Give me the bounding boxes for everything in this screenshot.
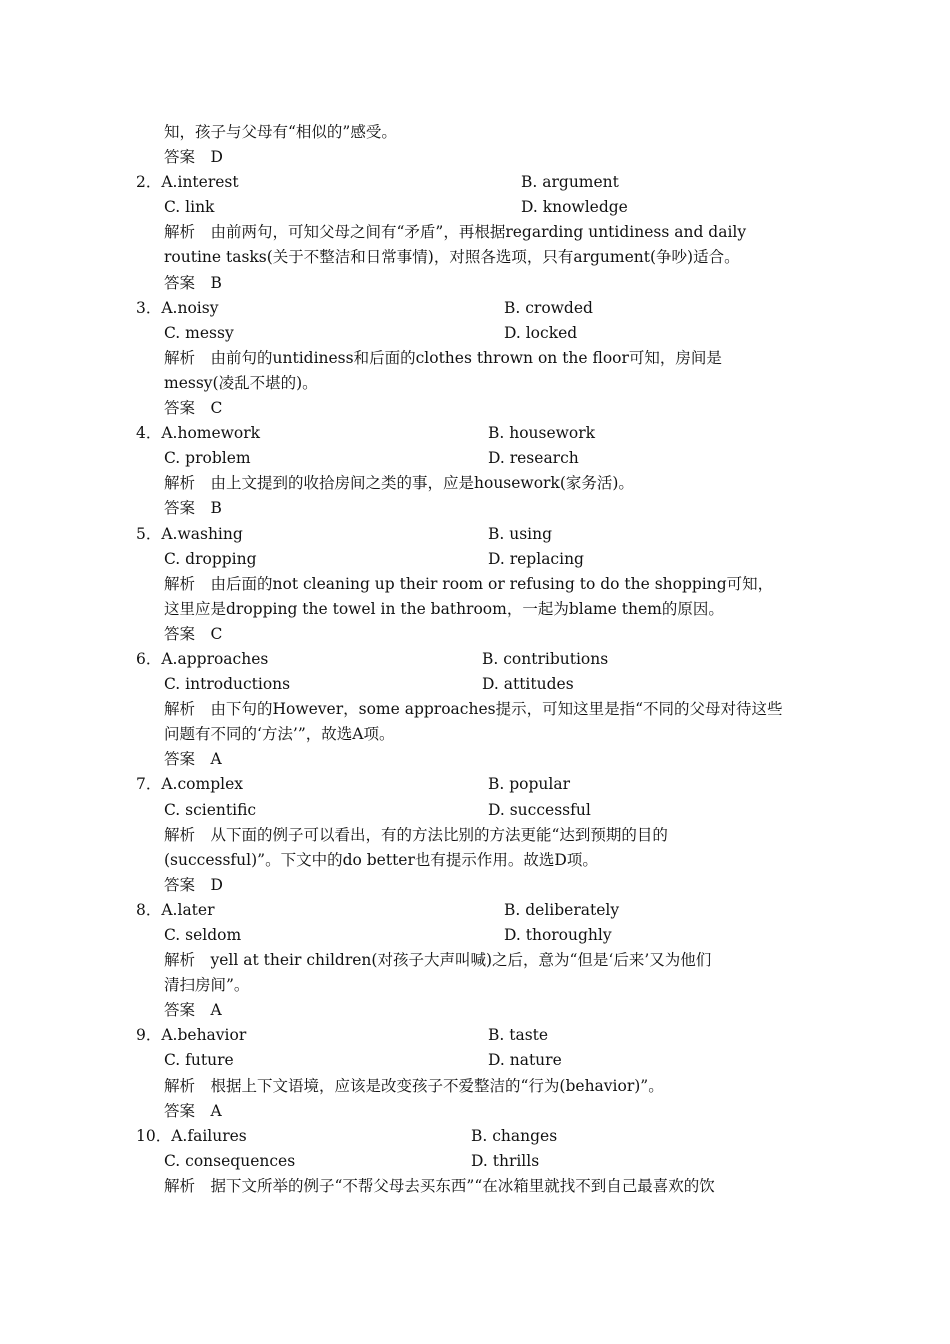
option-b: B. deliberately [504, 900, 620, 919]
answer-line: 答案 A [164, 750, 222, 769]
question-block [136, 772, 826, 897]
answer-line: 答案 D [164, 875, 223, 894]
answer-line: 答案 A [164, 1001, 222, 1020]
analysis-line: routine tasks(关于不整洁和日常事情)，对照各选项，只有argument(争吵)适合。 [164, 248, 740, 267]
question-block [136, 647, 826, 772]
question-block [136, 296, 826, 421]
option-row [136, 1149, 826, 1174]
intro-answer: 答案 D [164, 148, 223, 167]
option-b: B. housework [488, 424, 596, 443]
option-b: B. contributions [482, 649, 609, 668]
option-row [136, 1023, 826, 1048]
option-row [136, 1048, 826, 1073]
analysis-line: messy(凌乱不堪的)。 [164, 373, 318, 392]
analysis-line: 解析 由前句的untidiness和后面的clothes thrown on the floor可知，房间是 [164, 348, 722, 367]
option-a: 4．A.homework [136, 424, 261, 443]
option-row [136, 772, 826, 797]
option-row [136, 898, 826, 923]
option-b: B. taste [488, 1026, 549, 1045]
analysis-line: 解析 从下面的例子可以看出，有的方法比别的方法更能“达到预期的目的 [164, 825, 668, 844]
option-d: D. thrills [471, 1151, 540, 1170]
option-d: D. replacing [488, 549, 584, 568]
option-row [136, 923, 826, 948]
option-row [136, 296, 826, 321]
option-b: B. using [488, 524, 553, 543]
option-c: C. future [164, 1051, 234, 1070]
option-d: D. thoroughly [504, 926, 612, 944]
option-row [136, 1124, 826, 1149]
answer-line: 答案 B [164, 273, 222, 292]
analysis-line: (successful)”。下文中的do better也有提示作用。故选D项。 [164, 850, 598, 869]
answer-line: 答案 B [164, 499, 222, 518]
analysis-line: 解析 yell at their children(对孩子大声叫喊)之后，意为“但是‘后来’又为他们 [164, 951, 712, 970]
option-row [136, 672, 826, 697]
analysis-line: 清扫房间”。 [164, 976, 250, 995]
option-a: 8．A.later [136, 900, 215, 919]
option-d: D. successful [488, 800, 591, 819]
option-d: D. locked [504, 323, 578, 342]
option-d: D. nature [488, 1051, 562, 1070]
option-c: C. messy [164, 323, 234, 342]
option-c: C. dropping [164, 549, 257, 568]
answer-line: 答案 C [164, 624, 223, 643]
option-a: 2．A.interest [136, 173, 239, 192]
question-block [136, 1023, 826, 1123]
option-row [136, 647, 826, 672]
question-block [136, 1124, 826, 1199]
option-c: C. scientific [164, 800, 257, 819]
analysis-line: 这里应是dropping the towel in the bathroom，一起为blame them的原因。 [164, 599, 724, 618]
analysis-line: 解析 据下文所举的例子“不帮父母去买东西”“在冰箱里就找不到自己最喜欢的饮 [164, 1176, 715, 1195]
option-row [136, 446, 826, 471]
option-d: D. attitudes [482, 675, 574, 694]
question-block [136, 522, 826, 647]
option-a: 6．A.approaches [136, 649, 269, 668]
option-row [136, 798, 826, 823]
option-c: C. seldom [164, 926, 242, 944]
option-d: D. knowledge [521, 198, 628, 217]
option-b: B. argument [521, 173, 619, 192]
option-a: 10．A.failures [136, 1126, 247, 1145]
analysis-line: 解析 由前两句，可知父母之间有“矛盾”，再根据regarding untidiness and daily [164, 223, 747, 242]
question-block [136, 170, 826, 295]
option-a: 9．A.behavior [136, 1026, 247, 1045]
option-row [136, 321, 826, 346]
option-a: 7．A.complex [136, 775, 243, 794]
question-block [136, 421, 826, 521]
answer-line: 答案 A [164, 1101, 222, 1120]
option-b: B. changes [471, 1126, 558, 1145]
option-row [136, 522, 826, 547]
analysis-line: 解析 由下句的However，some approaches提示，可知这里是指“不同的父母对待这些 [164, 700, 783, 719]
option-a: 5．A.washing [136, 524, 243, 543]
option-d: D. research [488, 449, 579, 468]
question-block [136, 898, 826, 1023]
answer-line: 答案 C [164, 399, 223, 418]
option-c: C. consequences [164, 1151, 296, 1170]
option-row [136, 547, 826, 572]
option-b: B. popular [488, 775, 571, 794]
analysis-line: 解析 根据上下文语境，应该是改变孩子不爱整洁的“行为(behavior)”。 [164, 1076, 664, 1095]
analysis-line: 问题有不同的‘方法’”，故选A项。 [164, 725, 395, 744]
analysis-line: 解析 由后面的not cleaning up their room or refusing to do the shopping可知， [164, 574, 774, 593]
option-b: B. crowded [504, 298, 593, 317]
analysis-line: 解析 由上文提到的收拾房间之类的事，应是housework(家务活)。 [164, 474, 634, 493]
option-row [136, 421, 826, 446]
option-row [136, 195, 826, 220]
option-row [136, 170, 826, 195]
option-a: 3．A.noisy [136, 298, 219, 317]
option-c: C. introductions [164, 675, 291, 694]
option-c: C. problem [164, 449, 251, 468]
intro-line-1: 知，孩子与父母有“相似的”感受。 [164, 123, 397, 141]
option-c: C. link [164, 198, 215, 217]
question-list [136, 120, 826, 1199]
